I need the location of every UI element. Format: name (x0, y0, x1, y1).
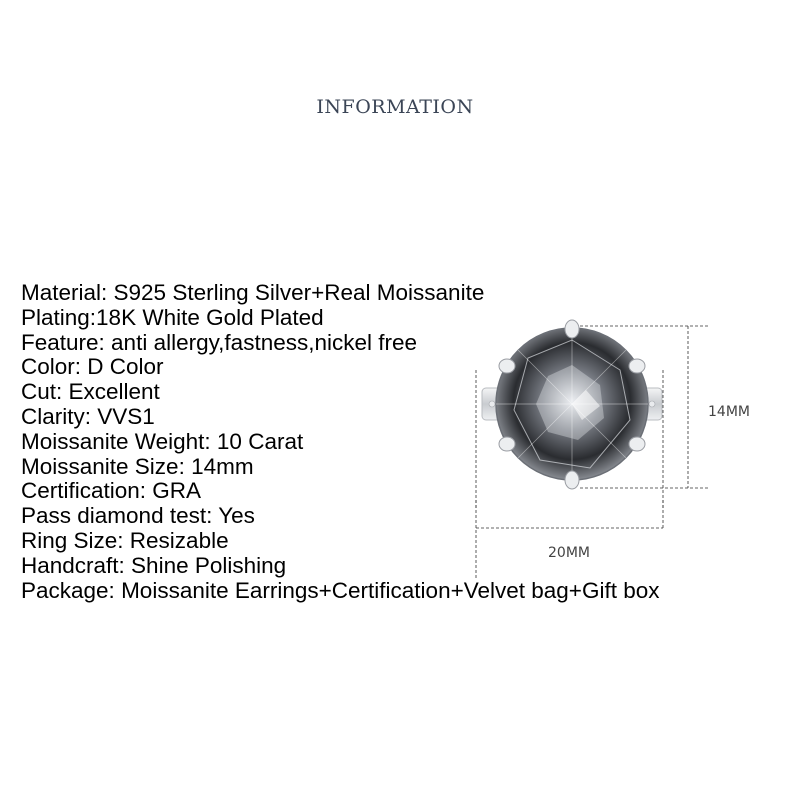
spec-ring-size: Ring Size: Resizable (21, 527, 229, 553)
spec-color: Color: D Color (21, 354, 164, 380)
width-dimension-guide (470, 500, 670, 580)
spec-diamond-test: Pass diamond test: Yes (21, 503, 255, 529)
moissanite-stone (496, 328, 648, 480)
spec-package: Package: Moissanite Earrings+Certification+Velvet bag+Gift box (21, 577, 660, 603)
spec-material: Material: S925 Sterling Silver+Real Moissanite (21, 280, 485, 305)
width-dimension-label: 20MM (548, 545, 590, 561)
spec-size: Moissanite Size: 14mm (21, 453, 254, 479)
spec-clarity: Clarity: VVS1 (21, 403, 155, 429)
spec-certification: Certification: GRA (21, 478, 202, 504)
spec-weight: Moissanite Weight: 10 Carat (21, 428, 304, 454)
ring-illustration (470, 310, 710, 510)
spec-plating: Plating:18K White Gold Plated (21, 304, 324, 330)
spec-cut: Cut: Excellent (21, 379, 160, 405)
spec-feature: Feature: anti allergy,fastness,nickel free (21, 329, 418, 355)
section-title: INFORMATION (316, 96, 474, 118)
spec-handcraft: Handcraft: Shine Polishing (21, 552, 287, 578)
height-dimension-label: 14MM (708, 404, 750, 420)
